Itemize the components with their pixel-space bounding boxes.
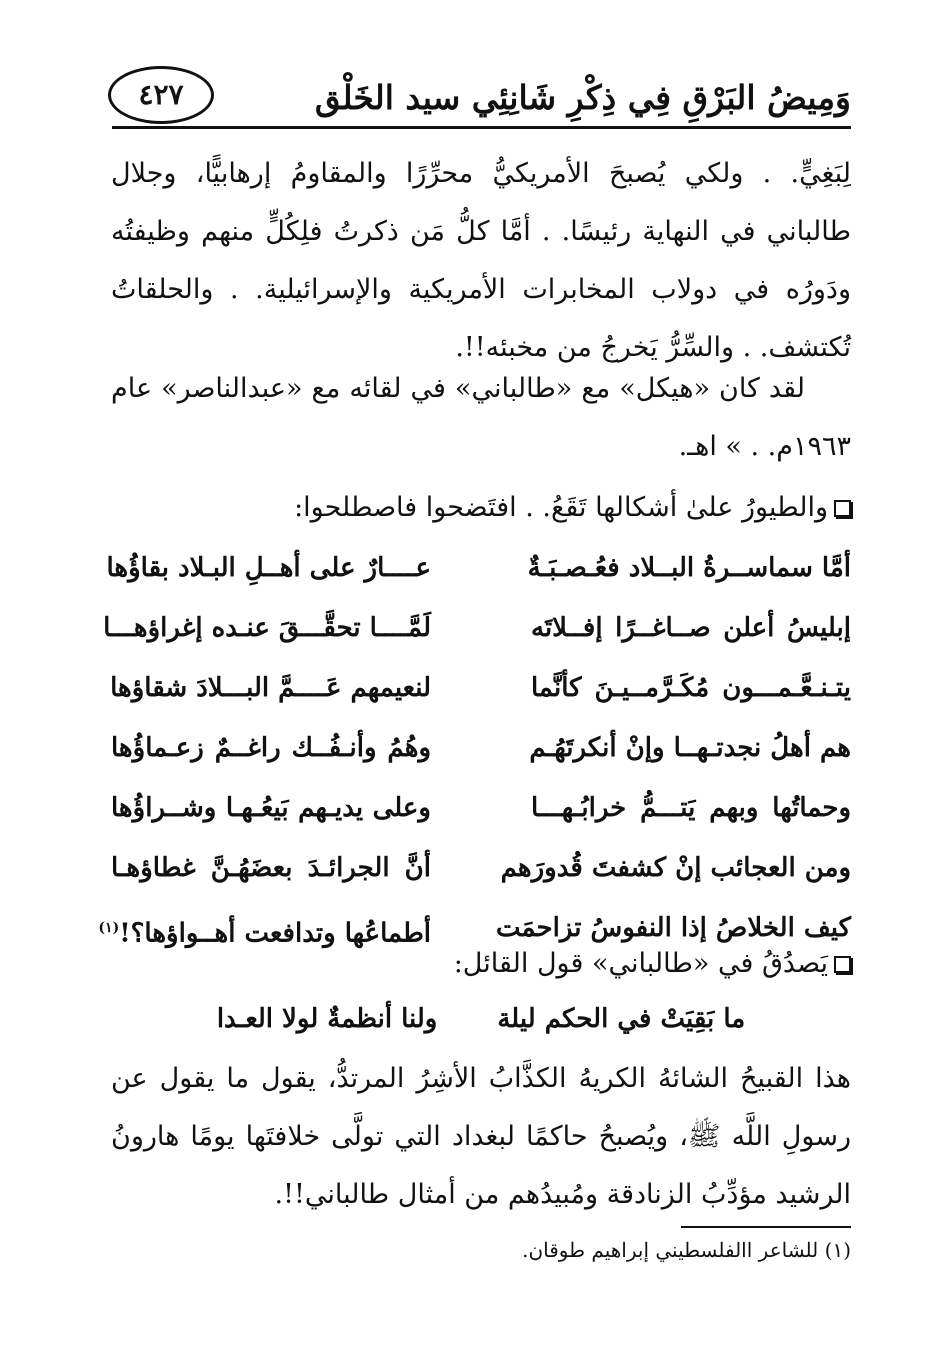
- verse-right-hemistich: كيف الخلاصُ إذا النفوسُ تزاحمَت: [496, 913, 851, 943]
- verse-right-hemistich: وحماتُها وبهم يَتـــمُّ خرابُـهـــا: [531, 793, 851, 823]
- square-bullet-icon: [834, 500, 851, 517]
- section-note-1-text: والطيورُ علىٰ أشكالها تَقَعُ. . افتَضحوا فاصطلحوا:: [294, 492, 828, 523]
- footnote: (١) للشاعر االفلسطيني إبراهيم طوقان.: [522, 1238, 851, 1262]
- verse-left-hemistich: أنَّ الجرائـدَ بعضَهُـنَّ غطاؤهـا: [111, 853, 431, 883]
- paragraph-1: لِبَغِيٍّ. . ولكي يُصبحَ الأمريكيُّ محرِّرًا والمقاومُ إرهابيًّا، وجلال طالباني في النهاية رئيسًا. . أمَّا كلُّ مَن ذكرتُ فلِكُلٍّ منهم وظيفتُه ودَورُه في دولاب المخابرات الأمريكية والإسرائيلية. . والحلقاتُ تُكتشف. . والسِّرُّ يَخرجُ من مخبئه!!.: [111, 158, 851, 363]
- poem-verse: [111, 778, 851, 838]
- footnote-rule: [681, 1226, 851, 1228]
- verse-left-hemistich: لنعيمهم عَــــمَّ البـــلادَ شقاؤها: [110, 673, 431, 703]
- page-number-badge: ٤٢٧: [108, 66, 214, 124]
- verse-right-hemistich: إبليسُ أعلن صــاغــرًا إفــلاتَه: [531, 613, 851, 643]
- verse-right-hemistich: يتـنـعَّـمـــون مُكَـرَّمــيـنَ كأنَّما: [531, 673, 851, 703]
- header-rule: [112, 126, 851, 129]
- paragraph-2: لقد كان «هيكل» مع «طالباني» في لقائه مع «عبدالناصر» عام ١٩٦٣م. . » اهـ.: [111, 373, 851, 462]
- section-note-2-text: يَصدُقُ في «طالباني» قول القائل:: [453, 948, 828, 979]
- section-note-2: [111, 940, 851, 988]
- poem-verse: [111, 838, 851, 898]
- poem-verse: [103, 598, 851, 658]
- verse-left-hemistich-text: أطماعُها وتدافعت أهــواؤها؟!: [119, 918, 431, 949]
- verse-left-hemistich: لَمَّــــا تحقَّـــقَ عنـده إغراؤهـــا: [103, 613, 431, 643]
- single-verse-right: ولنا أنظمةٌ لولا العـدا: [216, 1004, 438, 1034]
- verse-right-hemistich: ومن العجائب إنْ كشفتَ قُدورَهم: [500, 853, 851, 883]
- poem-verse: [111, 658, 851, 718]
- poem: [98, 538, 851, 958]
- footnote-marker: (١): [98, 920, 120, 936]
- section-note-1: [111, 484, 851, 532]
- verse-right-hemistich: أمَّا سماســرةُ البــلاد فعُـصـبَـةٌ: [527, 553, 851, 583]
- poem-verse: [106, 538, 851, 598]
- single-verse: [111, 992, 851, 1046]
- running-header-title: وَمِيضُ البَرْقِ فِي ذِكْرِ شَانِئِي سيد الخَلْق: [314, 78, 851, 117]
- single-verse-left: ما بَقِيَتْ في الحكم ليلة: [497, 1004, 746, 1034]
- verse-right-hemistich: هم أهلُ نجدتـهــا وإنْ أنكرتَهُـم: [529, 733, 851, 763]
- verse-left-hemistich: عــــارٌ على أهــلِ البـلاد بقاؤُها: [106, 553, 431, 583]
- square-bullet-icon: [834, 956, 851, 973]
- verse-left-hemistich: وهُمُ وأنـفُــك راغــمٌ زعـماؤُها: [111, 733, 431, 763]
- verse-left-hemistich: وعلى يديـهم بَيعُـهـا وشــراؤُها: [111, 793, 431, 823]
- paragraph-3: هذا القبيحُ الشائهُ الكريهُ الكذَّابُ الأشِرُ المرتدُّ، يقول ما يقول عن رسولِ اللَّه ﷺ، ويُصبحُ حاكمًا لبغداد التي تولَّى خلافتَها يومًا هارونُ الرشيد مؤدِّبُ الزنادقة ومُبيدُهم من أمثال طالباني!!.: [111, 1063, 851, 1210]
- poem-verse: [111, 718, 851, 778]
